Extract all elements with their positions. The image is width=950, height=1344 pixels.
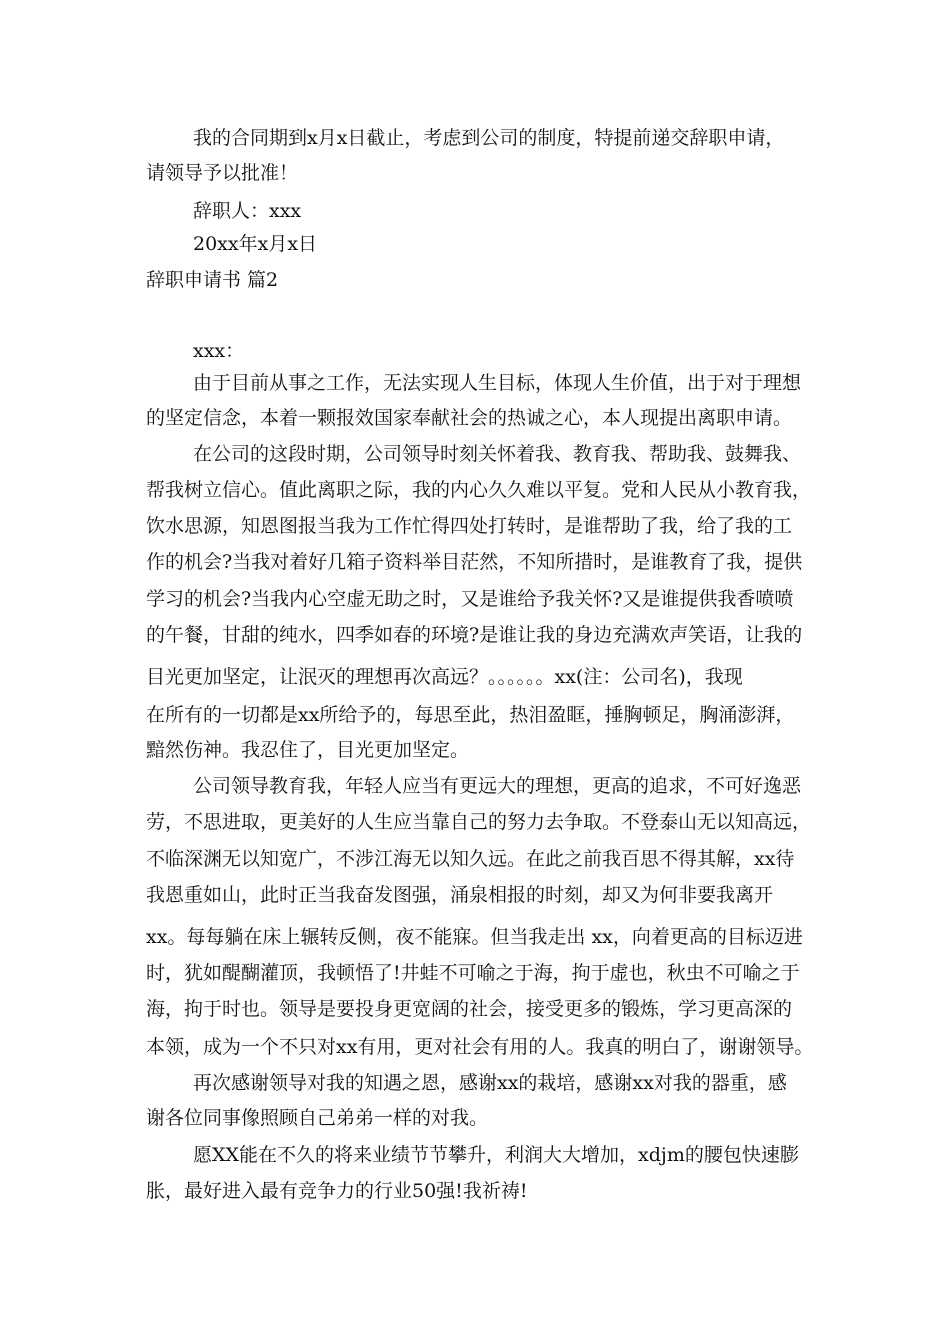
section-heading: 辞职申请书 篇2 <box>146 269 279 291</box>
text-line: 本领，成为一个不只对xx有用，更对社会有用的人。我真的明白了，谢谢领导。 <box>146 1036 814 1058</box>
text-line: 不临深渊无以知宽广，不涉江海无以知久远。在此之前我百思不得其解，xx待 <box>146 848 795 870</box>
text-line: 作的机会?当我对着好几箱子资料举目茫然，不知所措时，是谁教育了我，提供 <box>146 551 803 573</box>
text-line: 时，犹如醍醐灌顶，我顿悟了!井蛙不可喻之于海，拘于虚也，秋虫不可喻之于 <box>146 962 800 984</box>
text-line: 的坚定信念，本着一颗报效国家奉献社会的热诚之心，本人现提出离职申请。 <box>146 407 793 429</box>
text-line: 由于目前从事之工作，无法实现人生目标，体现人生价值，出于对于理想 <box>193 372 802 394</box>
text-line: 胀，最好进入最有竞争力的行业50强!我祈祷! <box>146 1180 528 1202</box>
text-line: 请领导予以批准！ <box>146 162 299 184</box>
text-line: 公司领导教育我，年轻人应当有更远大的理想，更高的追求，不可好逸恶 <box>193 775 802 797</box>
text-line: 劳，不思进取，更美好的人生应当靠自己的努力去争取。不登泰山无以知高远， <box>146 811 812 833</box>
text-line: xx。每每躺在床上辗转反侧，夜不能寐。但当我走出 xx，向着更高的目标迈进 <box>146 926 803 948</box>
text-line: 帮我树立信心。值此离职之际，我的内心久久难以平复。党和人民从小教育我， <box>146 479 812 501</box>
text-line: 再次感谢领导对我的知遇之恩，感谢xx的栽培，感谢xx对我的器重，感 <box>193 1072 787 1094</box>
text-line: 我的合同期到x月x日截止，考虑到公司的制度，特提前递交辞职申请， <box>193 127 785 149</box>
text-line: 愿XX能在不久的将来业绩节节攀升，利润大大增加，xdjm的腰包快速膨 <box>193 1144 799 1166</box>
text-line: 目光更加坚定，让泯灭的理想再次高远？。。。。。。xx(注：公司名)，我现 <box>146 666 743 688</box>
text-line: 我恩重如山，此时正当我奋发图强，涌泉相报的时刻，却又为何非要我离开 <box>146 884 774 906</box>
text-line: 饮水思源，知恩图报当我为工作忙得四处打转时，是谁帮助了我，给了我的工 <box>146 515 793 537</box>
text-line: 谢各位同事像照顾自己弟弟一样的对我。 <box>146 1107 489 1129</box>
signature-line: 辞职人：xxx <box>193 200 302 222</box>
text-line: 的午餐，甘甜的纯水，四季如春的环境?是谁让我的身边充满欢声笑语，让我的 <box>146 624 803 646</box>
salutation: xxx： <box>193 340 245 362</box>
text-line: 黯然伤神。我忍住了，目光更加坚定。 <box>146 739 470 761</box>
text-line: 在公司的这段时期，公司领导时刻关怀着我、教育我、帮助我、鼓舞我、 <box>193 443 802 465</box>
text-line: 在所有的一切都是xx所给予的，每思至此，热泪盈眶，捶胸顿足，胸涌澎湃， <box>146 704 795 726</box>
date-line: 20xx年x月x日 <box>193 233 318 255</box>
text-line: 海，拘于时也。领导是要投身更宽阔的社会，接受更多的锻炼，学习更高深的 <box>146 998 793 1020</box>
text-line: 学习的机会?当我内心空虚无助之时，又是谁给予我关怀?又是谁提供我香喷喷 <box>146 588 794 610</box>
